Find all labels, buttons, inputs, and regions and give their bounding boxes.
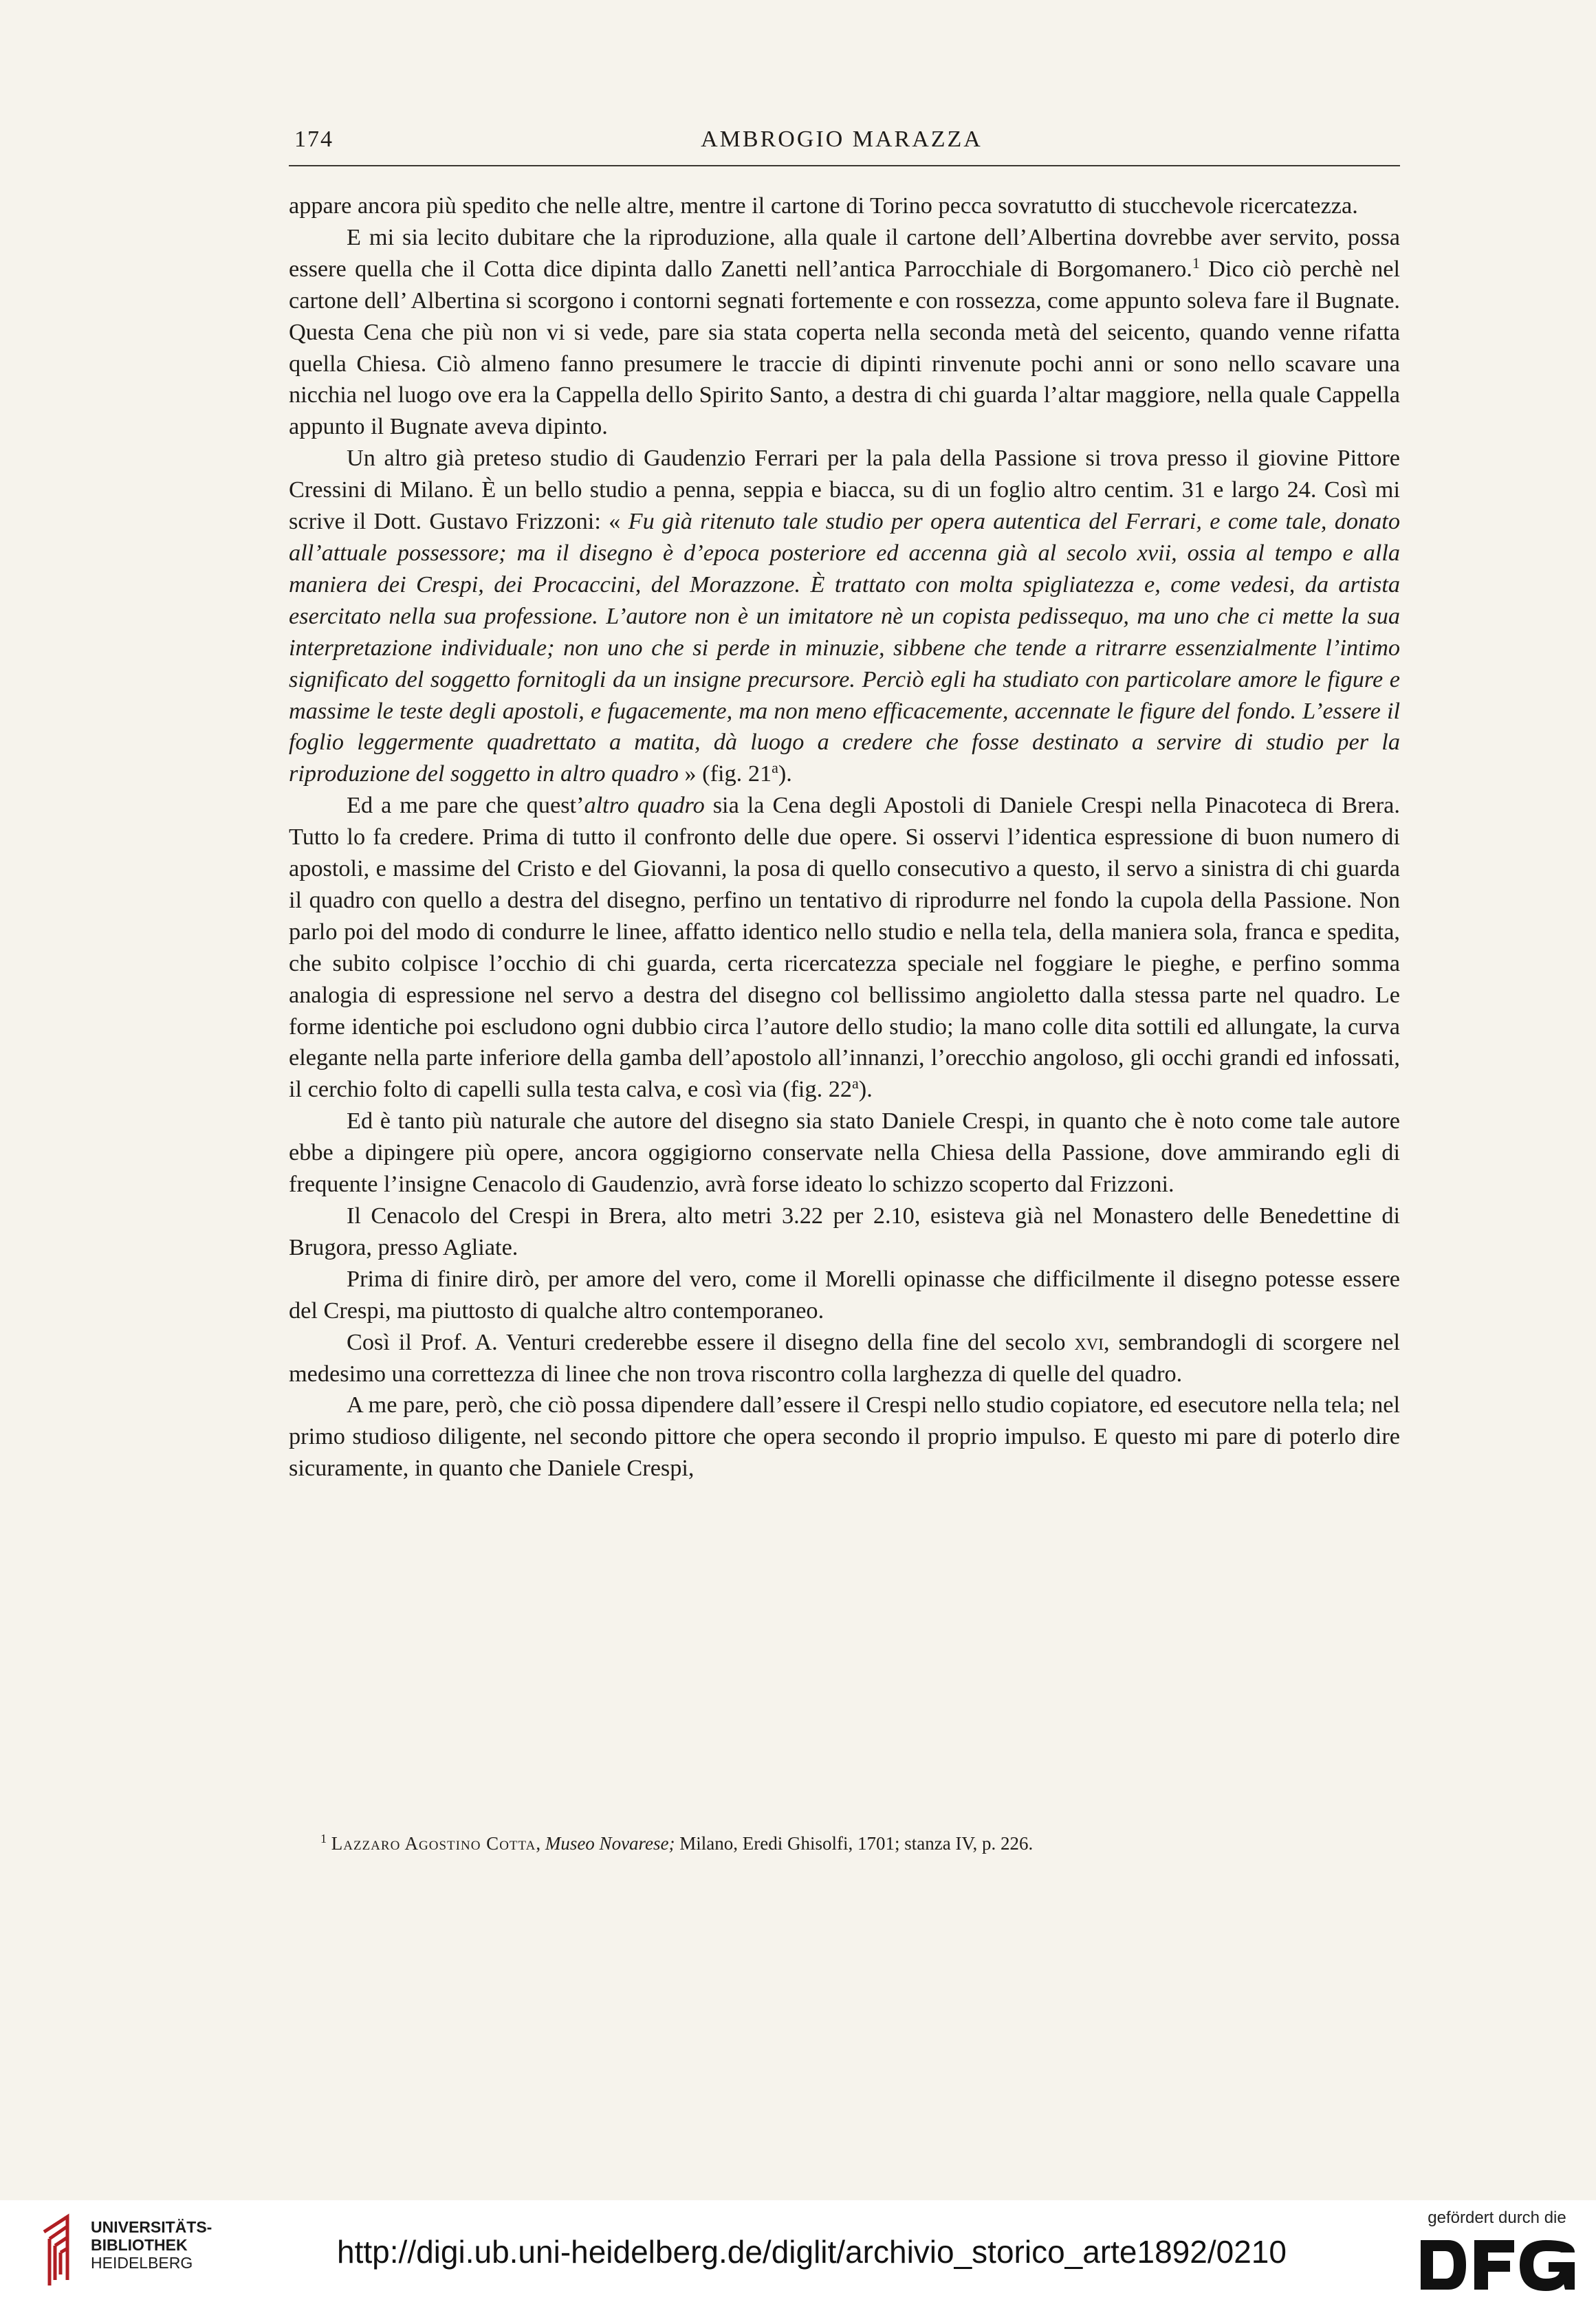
page-header — [283, 125, 1400, 160]
superscript: a — [852, 1075, 859, 1093]
paragraph — [289, 190, 1400, 222]
paragraph-text: appare ancora più spedito che nelle altre, mentre il cartone di Torino pecca sovratutto di stucchevole ricercatezza. — [289, 193, 1358, 219]
footnote-title: Museo Novarese; — [545, 1833, 675, 1854]
page-number: 174 — [294, 127, 334, 152]
paragraph-text: Il Cenacolo del Crespi in Brera, alto metri 3.22 per 2.10, esisteva già nel Monastero delle Benedettine di Brugora, presso Agliate. — [289, 1203, 1400, 1260]
running-title: AMBROGIO MARAZZA — [701, 127, 983, 152]
paragraph — [289, 1264, 1400, 1327]
header-rule — [289, 165, 1400, 166]
paragraph-text: ). — [778, 760, 792, 787]
paragraph — [289, 443, 1400, 790]
library-name-line: HEIDELBERG — [91, 2254, 193, 2272]
paragraph-text: Prima di finire dirò, per amore del vero, come il Morelli opinasse che difficilmente il disegno potesse essere del Crespi, ma piuttosto di qualche altro contemporaneo. — [289, 1265, 1400, 1324]
paragraph-text: sia la Cena degli Apostoli di Daniele Crespi nella Pinacoteca di Brera. Tutto lo fa credere. Prima di tutto il confronto delle due opere. Si osservi l’identica espressione di buon numero di apostoli, e massime del Cristo e del Giovanni, la posa di quello consecutivo a questo, il servo a sinistra di chi guarda il quadro con quello a destra del disegno, perfino un tentativo di riprodurre nel fondo la cupola della Passione. Non parlo poi del modo di condurre le linee, affatto identico nello studio e nella tela, della maniera sola, franca e spedita, che subito colpisce l’occhio di chi guarda, certa ricercatezza speciale nel foggiare le pieghe, e perfino somma analogia di espressione nel servo a destra del disegno col bellissimo angioletto dalla stessa parte nel quadro. Le forme identiche poi escludono ogni dubbio circa l’autore dello studio; la mano colle dita sottili ed allungate, la curva elegante nella parte inferiore della gamba dell’apostolo all’innanzi, l’orecchio angoloso, gli occhi grandi ed infossati, il cerchio folto di capelli sulla testa calva, e così via (fig. 22 — [289, 792, 1400, 1103]
footnote-number: 1 — [320, 1832, 327, 1845]
footnote-ref: 1 — [1192, 254, 1200, 272]
body-text — [289, 190, 1400, 1484]
library-name-line: BIBLIOTHEK — [91, 2236, 188, 2254]
dfg-logo-icon[interactable] — [1418, 2235, 1577, 2295]
paragraph — [289, 1390, 1400, 1484]
paragraph — [289, 1327, 1400, 1390]
footnote-separator: , — [536, 1833, 545, 1854]
roman-numeral: xvi — [1074, 1328, 1104, 1355]
footnote-author: Lazzaro Agostino Cotta — [331, 1833, 536, 1854]
library-name-line: UNIVERSITÄTS- — [91, 2218, 212, 2236]
emphasis: altro quadro — [584, 792, 705, 819]
paragraph — [289, 222, 1400, 443]
paragraph-text: , sembrandogli di scorgere nel medesimo una correttezza di linee che non trova riscontro colla larghezza di quelle del quadro. — [289, 1328, 1400, 1387]
permalink-url[interactable]: http://digi.ub.uni-heidelberg.de/diglit/archivio_storico_arte1892/0210 — [337, 2234, 1287, 2270]
paragraph-text: Ed è tanto più naturale che autore del disegno sia stato Daniele Crespi, in quanto che è noto come tale autore ebbe a dipingere più opere, ancora oggigiorno conservate nella Chiesa della Passione, dove ammirando egli di frequente l’insigne Cenacolo di Gaudenzio, avrà forse ideato lo schizzo scoperto dal Frizzoni. — [289, 1108, 1400, 1198]
sponsor-text: gefördert durch die — [1428, 2208, 1566, 2227]
paragraph-text: » (fig. 21 — [678, 760, 772, 787]
footnote-rest: Milano, Eredi Ghisolfi, 1701; stanza IV, p. 226. — [675, 1833, 1034, 1854]
paragraph-text: Dico ciò perchè nel cartone dell’ Albertina si scorgono i contorni segnati fortemente e con rossezza, come appunto soleva fare il Bugnate. Questa Cena che più non vi si vede, pare sia stata coperta nella seconda metà del seicento, quando venne rifatta quella Chiesa. Ciò almeno fanno presumere le traccie di dipinti rinvenute pochi anni or sono nello scavare una nicchia nel luogo ove era la Cappella dello Spirito Santo, a destra di chi guarda l’altar maggiore, nella quale Cappella appunto il Bugnate aveva dipinto. — [289, 255, 1400, 440]
superscript: a — [772, 759, 778, 777]
paragraph-text: Così il Prof. A. Venturi crederebbe essere il disegno della fine del secolo — [347, 1328, 1075, 1355]
quotation: Fu già ritenuto tale studio per opera autentica del Ferrari, e come tale, donato all’attuale possessore; ma il disegno è d’epoca posteriore ed accenna già al secolo xvii, ossia al tempo e alla maniera dei Crespi, dei Procaccini, del Morazzone. È trattato con molta spigliatezza e, come vedesi, da artista esercitato nella sua professione. L’autore non è un imitatore nè un copista pedissequo, ma uno che ci mette la sua interpretazione individuale; non uno che si perde in minuzie, sibbene che tende a ritrarre essenzialmente l’intimo significato del soggetto fornitogli da un insigne precursore. Perciò egli ha studiato con particolare amore le figure e massime le teste degli apostoli, e fugacemente, ma non meno efficacemente, accennate le figure del fondo. L’essere il foglio leggermente quadrettato a matita, dà luogo a credere che fosse destinato a servire di studio per la riproduzione del soggetto in altro quadro — [289, 508, 1400, 787]
paragraph-text: E mi sia lecito dubitare che la riproduzione, alla quale il cartone dell’Albertina dovrebbe aver servito, possa essere quella che il Cotta dice dipinta dallo Zanetti nell’antica Parrocchiale di Borgomanero. — [289, 223, 1400, 282]
paragraph-text: ). — [858, 1076, 873, 1103]
paragraph-text: Ed a me pare che quest’ — [347, 792, 584, 819]
footnote — [289, 1832, 1400, 1855]
paragraph — [289, 1201, 1400, 1264]
paragraph — [289, 790, 1400, 1106]
paragraph-text: A me pare, però, che ciò possa dipendere dall’essere il Crespi nello studio copiatore, ed esecutore nella tela; nel primo studioso diligente, nel secondo pittore che opera secondo il proprio impulso. E questo mi pare di poterlo dire sicuramente, in quanto che Daniele Crespi, — [289, 1392, 1400, 1482]
paragraph — [289, 1106, 1400, 1201]
paragraph-text: Un altro già preteso studio di Gaudenzio Ferrari per la pala della Passione si trova presso il giovine Pittore Cressini di Milano. È un bello studio a penna, seppia e biacca, su di un foglio altro centim. 31 e largo 24. Così mi scrive il Dott. Gustavo Frizzoni: « — [289, 445, 1400, 535]
